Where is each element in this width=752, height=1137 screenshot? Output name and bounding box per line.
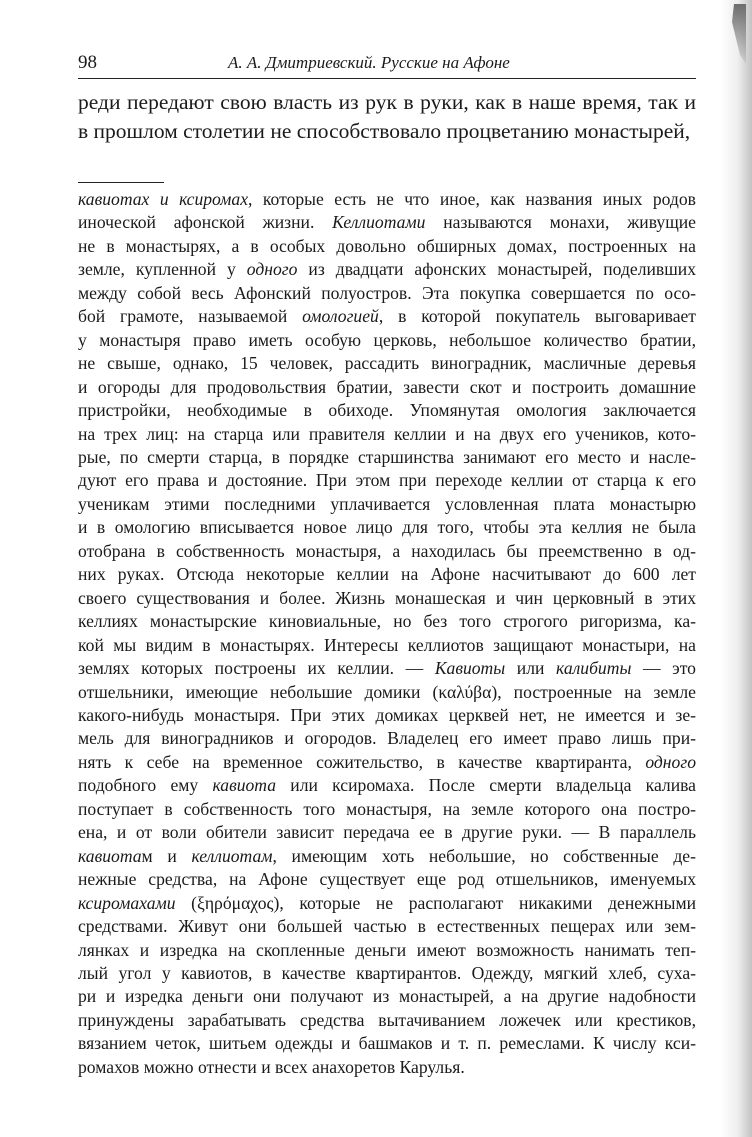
- footnote-line: них руках. Отсюда некоторые келлии на Афоне насчитывают до 600 лет: [78, 564, 696, 585]
- footnote-line: ксиромахами (ξηρόμαχος), которые не располагают никакими денежными: [78, 892, 696, 913]
- footnote-line: землях которых построены их келлии. — Кавиоты или калибиты — это: [78, 658, 696, 679]
- footnote-line: отобрана в собственность монастыря, а находилась бы преемственно в од-: [78, 540, 696, 561]
- footnote-line: не в монастырях, а в особых довольно обширных домах, построенных на: [78, 235, 696, 256]
- footnote-line: дуют его права и достояние. При этом при переходе келлии от старца к его: [78, 470, 696, 491]
- footnote-line: какого-нибудь монастыря. При этих домиках церквей нет, не имеется и зе-: [78, 704, 696, 725]
- footnote-line: на трех лиц: на старца или правителя келлии и на двух его учеников, кото-: [78, 423, 696, 444]
- footnote-line: ена, и от воли обители зависит передача ее в другие руки. — В параллель: [78, 822, 696, 843]
- footnote-line: и в омологию вписывается новое лицо для того, чтобы эта келлия не была: [78, 517, 696, 538]
- footnote-line: принуждены зарабатывать средства вытачиванием ложечек или крестиков,: [78, 1009, 696, 1030]
- footnote-line: вязанием четок, шитьем одежды и башмаков и т. п. ремеслами. К числу кси-: [78, 1033, 696, 1054]
- footnote-line: бой грамоте, называемой омологией, в которой покупатель выговаривает: [78, 306, 696, 327]
- footnote: [78, 188, 696, 1079]
- footnote-line: кавиотам и келлиотам, имеющим хоть небольшие, но собственные де-: [78, 845, 696, 866]
- footnote-line: нять к себе на временное сожительство, в качестве квартиранта, одного: [78, 751, 696, 772]
- footnote-line: и огороды для продовольствия братии, завести скот и построить домашние: [78, 376, 696, 397]
- footnote-line: кой мы видим в монастырях. Интересы келлиотов защищают монастыри, на: [78, 634, 696, 655]
- main-text-paragraph: реди передают свою власть из рук в руки, как в наше время, так и в прошлом столетии не способствовало процветанию монастырей,: [78, 90, 696, 143]
- footnote-line: ромахов можно отнести и всех анахоретов Карулья.: [78, 1056, 465, 1077]
- footnote-line: лый угол у кавиотов, в качестве квартирантов. Одежду, мягкий хлеб, суха-: [78, 962, 696, 983]
- footnote-line: между собой весь Афонский полуостров. Эта покупка совершается по осо-: [78, 282, 696, 303]
- footnote-separator: [78, 182, 164, 183]
- footnote-line: иноческой афонской жизни. Келлиотами называются монахи, живущие: [78, 212, 696, 233]
- footnote-line: кавиотах и ксиромах, которые есть не что иное, как названия иных родов: [78, 189, 696, 209]
- footnote-line: поступает в собственность того монастыря, на земле которого она постро-: [78, 798, 696, 819]
- footnote-line: средствами. Живут они большей частью в естественных пещерах или зем-: [78, 916, 696, 937]
- running-title: А. А. Дмитриевский. Русские на Афоне: [228, 53, 510, 72]
- footnote-line: рые, по смерти старца, в порядке старшинства занимают его место и насле-: [78, 446, 696, 467]
- footnote-line: ри и изредка деньги они получают из монастырей, а на другие надобности: [78, 986, 696, 1007]
- footnote-line: мель для виноградников и огородов. Владелец его имеет право лишь при-: [78, 728, 696, 749]
- footnote-line: не свыше, однако, 15 человек, рассадить виноградник, масличные деревья: [78, 353, 696, 374]
- footnote-line: у монастыря право иметь особую церковь, небольшое количество братии,: [78, 329, 696, 350]
- page-number: 98: [78, 52, 97, 73]
- footnote-line: келлиях монастырские киновиальные, но без того строгого ригоризма, ка-: [78, 611, 696, 632]
- footnote-line: ученикам этими последними уплачивается условленная плата монастырю: [78, 493, 696, 514]
- footnote-line: пристройки, необходимые в обиходе. Упомянутая омология заключается: [78, 400, 696, 421]
- footnote-line: своего существования и более. Жизнь монашеская и чин церковный в этих: [78, 587, 696, 608]
- footnote-line: подобного ему кавиота или ксиромаха. После смерти владельца калива: [78, 775, 696, 796]
- page-header: [78, 48, 696, 79]
- footnote-line: лянках и изредка на скопленные деньги имеют возможность нанимать теп-: [78, 939, 696, 960]
- scan-binding-shadow: [720, 0, 752, 1137]
- footnote-line: земле, купленной у одного из двадцати афонских монастырей, поделивших: [78, 259, 696, 280]
- footnote-line: отшельники, имеющие небольшие домики (καλύβα), построенные на земле: [78, 681, 696, 702]
- footnote-line: нежные средства, на Афоне существует еще род отшельников, именуемых: [78, 869, 696, 890]
